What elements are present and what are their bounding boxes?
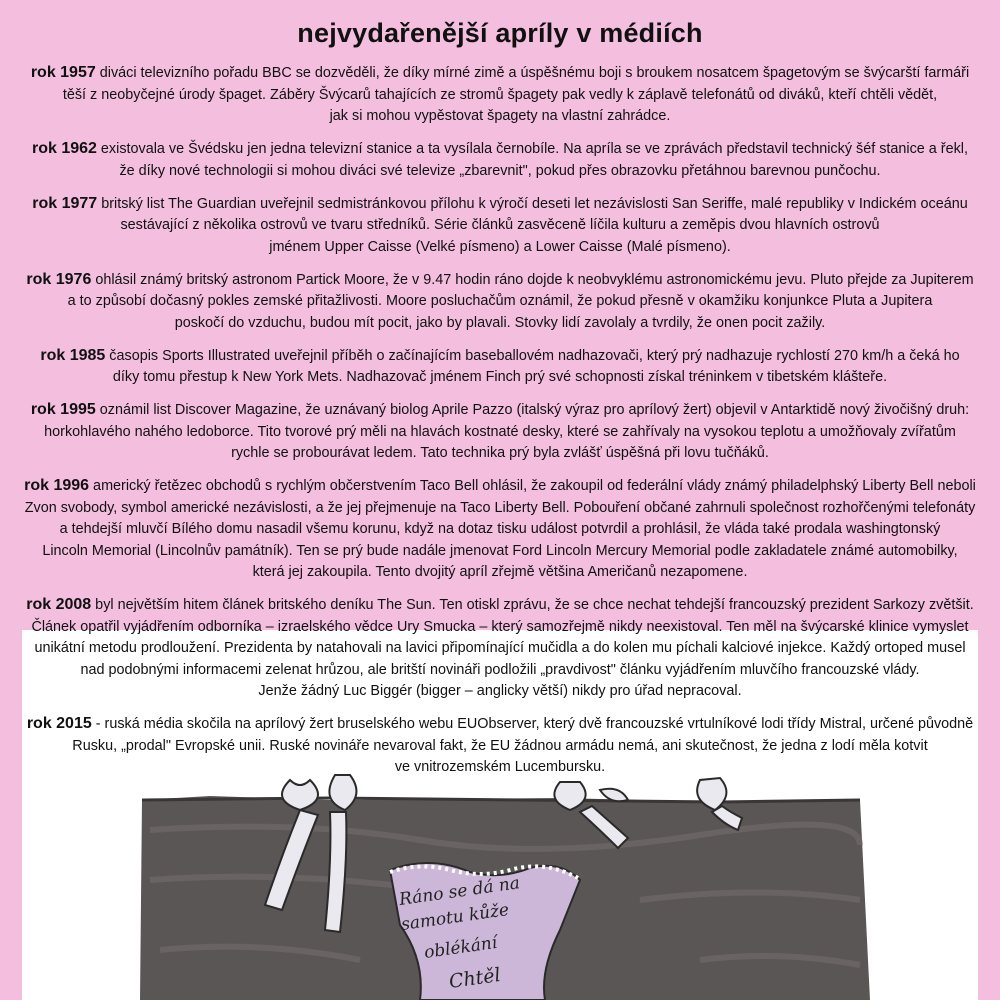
entry-line: a to způsobí dočasný pokles zemské přitažlivosti. Moore posluchačům oznámil, že pokud přesně v okamžiku konjunkce Pluta a Jupitera <box>67 293 933 309</box>
entry-year: rok 1962 <box>31 140 97 157</box>
entry-2008 <box>10 594 990 703</box>
article-body <box>10 62 990 789</box>
entry-1995 <box>10 399 990 465</box>
entry-line: ohlásil známý britský astronom Partick Moore, že v 9.47 hodin ráno dojde k neobvyklému astronomickému jevu. Pluto přejde za Jupiterem <box>91 271 974 288</box>
entry-year: rok 1995 <box>30 401 96 418</box>
entry-year: rok 1957 <box>30 64 96 81</box>
entry-year: rok 2015 <box>26 715 92 732</box>
entry-year: rok 1985 <box>40 346 106 364</box>
illustration <box>0 770 1000 1000</box>
entry-line: existovala ve Švédsku jen jedna televizní stanice a ta vysílala černobíle. Na apríla se ve zprávách představil technický šéf stanice a řekl, <box>96 141 968 157</box>
handwriting: samotu kůže <box>399 900 511 935</box>
entry-line: jménem Upper Caisse (Velké písmeno) a Lower Caisse (Malé písmeno). <box>269 238 731 255</box>
entry-line: jak si mohou vypěstovat špagety na vlastní zahrádce. <box>329 108 671 124</box>
entry-line: byl největším hitem článek britského deníku The Sun. Ten otiskl zprávu, že se chce nechat tehdejší francouzský prezident Sarkozy zvětšit. <box>91 597 974 613</box>
entry-line: nad podobnými informacemi zelenat hrůzou, ale britští novináři podložili „pravdivost" článku vyjádřením mluvčího francouzské vlády. <box>80 661 920 678</box>
entry-line: diváci televizního pořadu BBC se dozvěděli, že díky mírné zimě a úspěšnému boji s broukem nosatcem špagetovým se švýcarští farmáři <box>95 65 970 81</box>
entry-line: Zvon svobody, symbol americké nezávislosti, a že jej přejmenuje na Taco Liberty Bell. Pobouření občané zahrnuli společnost rozhořčenými telefonáty <box>24 499 976 516</box>
entry-line: oznámil list Discover Magazine, že uznávaný biolog Aprile Pazzo (italský výraz pro aprílový žert) objevil v Antarktidě nový živočišný druh: <box>95 402 970 418</box>
entry-line: a tehdejší mluvčí Bílého domu nasadil všemu korunu, když na dotaz tisku událost potvrdil a prohlásil, že vláda také prodala washingtonský <box>59 521 941 537</box>
entry-year: rok 1977 <box>32 194 98 212</box>
entry-line: která jej zakoupila. Tento dvojitý apríl zřejmě většina Američanů nezapomene. <box>252 564 748 580</box>
handwriting: Ráno se dá na <box>397 873 522 910</box>
entry-year: rok 2008 <box>26 596 92 613</box>
entry-line: britský list The Guardian uveřejnil sedmistránkovou přílohu k výročí deseti let nezávislosti San Seriffe, malé republiky v Indickém oceánu <box>97 195 968 212</box>
entry-1957 <box>10 62 990 128</box>
entry-line: že díky nové technologii si mohou diváci své televize „zbarevnit", pokud přes obrazovku přetáhnou barevnou punčochu. <box>119 162 881 179</box>
entry-line: Lincoln Memorial (Lincolnův památník). Ten se prý bude nadále jmenovat Ford Lincoln Mercury Memorial podle zakladatele známé automobilky, <box>42 542 958 559</box>
entry-2015 <box>10 713 990 779</box>
entry-line: Rusku, „prodal" Evropské unii. Ruské novináře nevaroval fakt, že EU žádnou armádu nemá, ani skutečnost, že jedna z lodí měla kotvit <box>72 737 928 754</box>
handwriting: Chtěl <box>447 963 502 993</box>
entry-line: rychle se probourávat ledem. Tato technika prý byla zvlášť úspěšná při lovu tučňáků. <box>231 445 769 461</box>
entry-line: Článek opatřil vyjádřením odborníka – izraelského vědce Ury Smucka – který samozřejmě nikdy neexistoval. Ten měl na švýcarské klinice vymyslet <box>31 618 969 635</box>
entry-1962 <box>10 138 990 182</box>
entry-year: rok 1996 <box>24 477 90 494</box>
entry-year: rok 1976 <box>26 270 92 288</box>
entry-line: horkohlavého nahého ledoborce. Tito tvorové prý měli na hlavách kostnaté desky, které se zahřívaly na vysokou teplotu a umožňovaly zvířatům <box>44 423 956 440</box>
entry-line: díky tomu přestup k New York Mets. Nadhazovač jménem Finch prý své schopnosti získal tréninkem v tibetském klášteře. <box>112 369 888 385</box>
entry-1985 <box>10 345 990 389</box>
entry-line: Jenže žádný Luc Biggér (bigger – anglicky větší) nikdy pro úřad nepracoval. <box>258 683 742 699</box>
entry-line: poskočí do vzduchu, budou mít pocit, jako by plavali. Stovky lidí zavolaly a tvrdily, že onen pocit zažily. <box>174 314 826 331</box>
entry-line: sestávající z několika ostrovů ve tvaru středníků. Série článků zasvěceně líčila kulturu a zeměpis dvou hlavních ostrovů <box>120 217 880 233</box>
page-title: nejvydařenější apríly v médiích <box>297 18 703 48</box>
entry-line: těší z neobyčejné úrody špaget. Záběry Švýcarů tahajících ze stromů špagety pak vedly k záplavě telefonátů od diváků, kteří chtěli vědět, <box>62 86 938 103</box>
entry-1976 <box>10 269 990 335</box>
entry-line: - ruská média skočila na aprílový žert bruselského webu EUObserver, který dvě francouzské vrtulníkové lodi třídy Mistral, určené původně <box>91 716 974 732</box>
entry-line: americký řetězec obchodů s rychlým občerstvením Taco Bell ohlásil, že zakoupil od federální vlády známý philadelphský Liberty Bell neboli <box>89 478 976 494</box>
entry-line: unikátní metodu prodloužení. Prezidenta by natahovali na lavici připomínající mučidla a do kolen mu píchali kalciové injekce. Každý ortoped musel <box>34 640 966 656</box>
handwriting: oblékání <box>422 932 499 963</box>
entry-line: časopis Sports Illustrated uveřejnil příběh o začínajícím baseballovém nadhazovači, který prý nadhazuje rychlostí 270 km/h a čeká ho <box>105 347 960 364</box>
entry-1977 <box>10 193 990 259</box>
entry-1996 <box>10 475 990 584</box>
entry-line: ve vnitrozemském Lucembursku. <box>394 759 606 775</box>
